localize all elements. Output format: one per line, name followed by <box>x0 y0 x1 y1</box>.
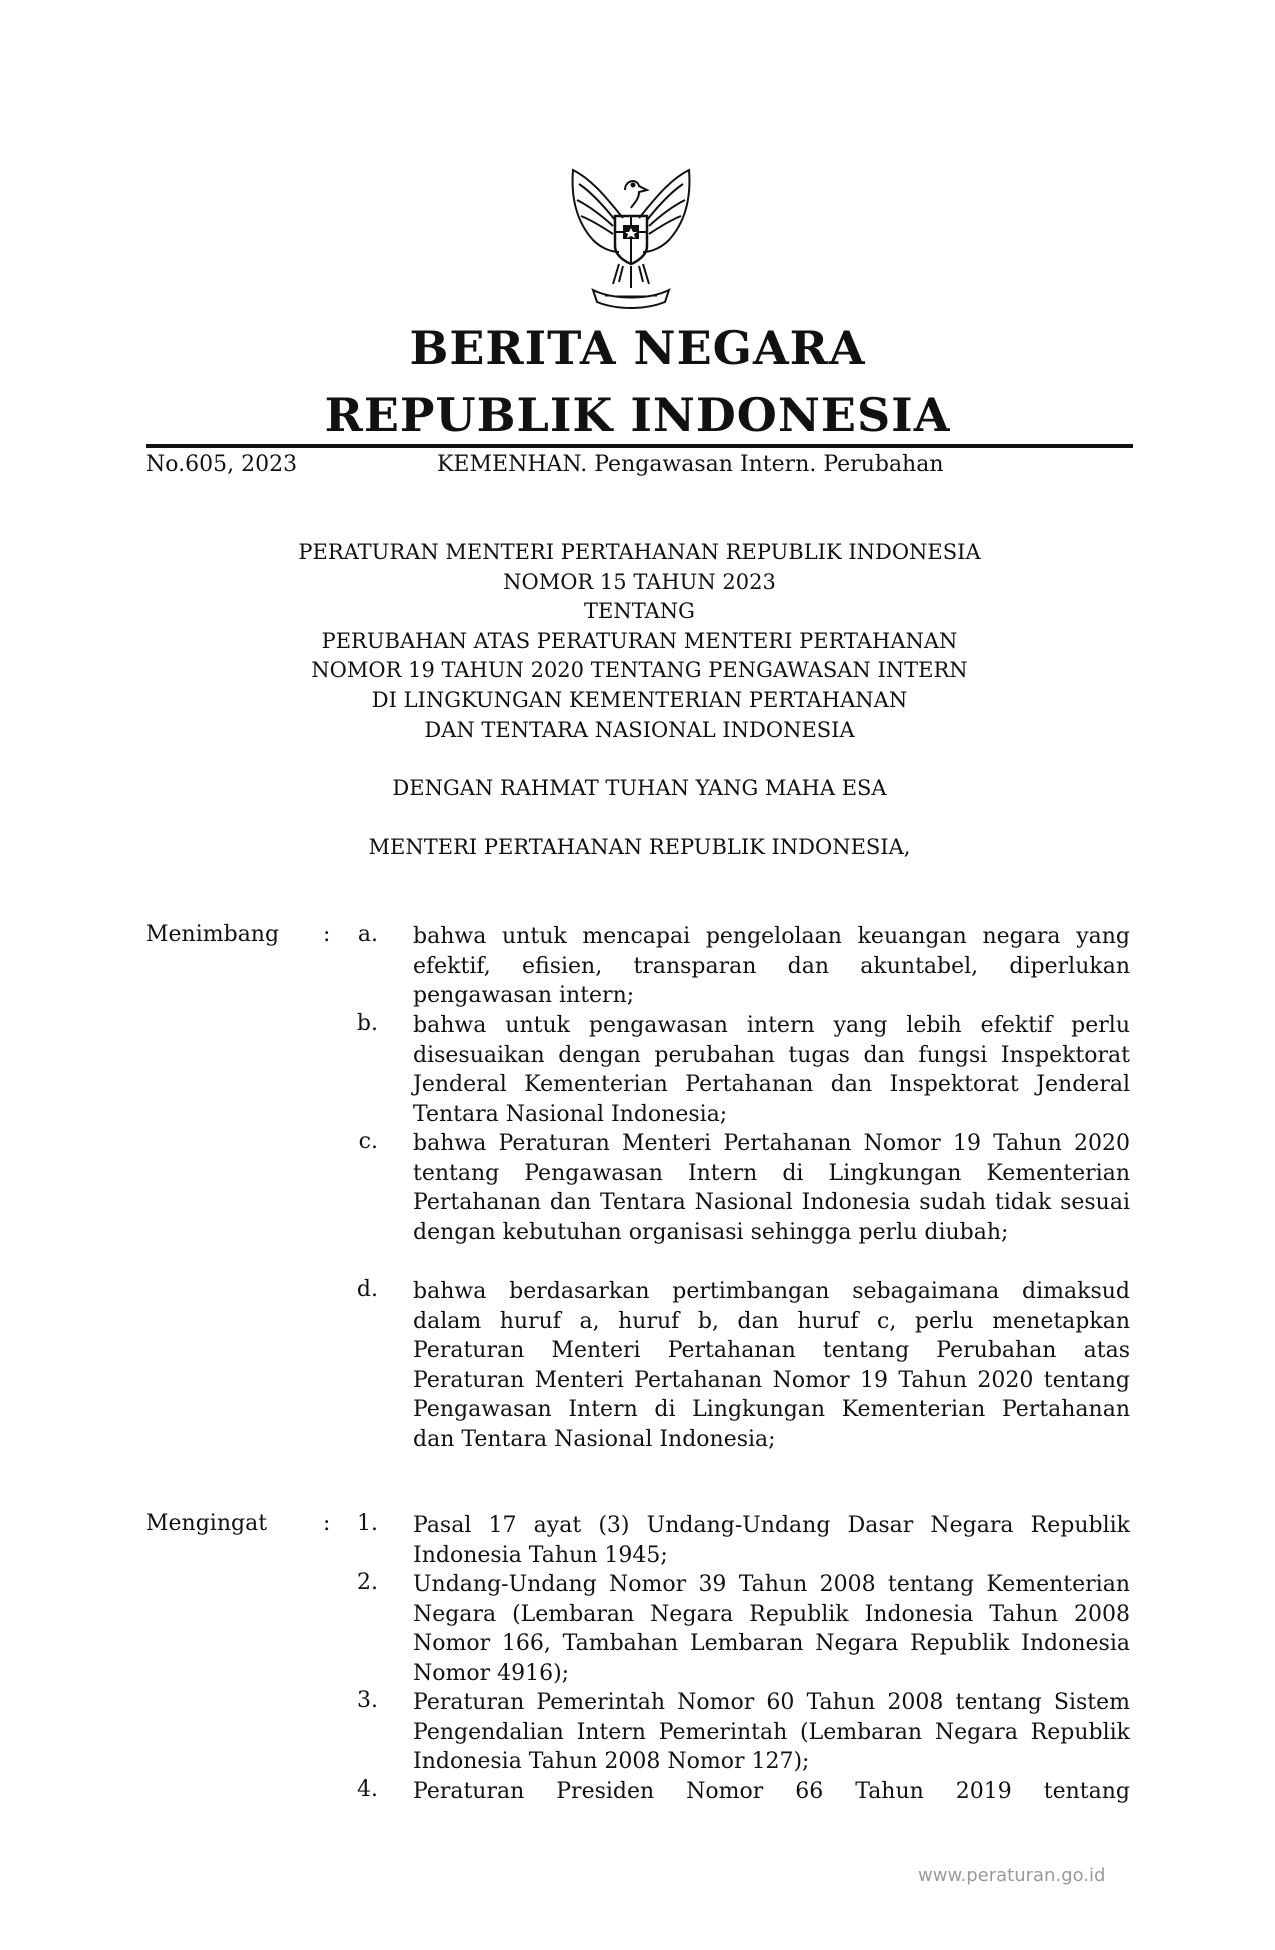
authority-line: MENTERI PERTAHANAN REPUBLIK INDONESIA, <box>368 835 911 859</box>
menimbang-item-b: bahwa untuk pengawasan intern yang lebih efektif perlu disesuaikan dengan perubahan tugas dan fungsi Inspektorat Jenderal Kementerian Pertahanan dan Inspektorat Jenderal Tentara Nasional Indonesia; <box>413 1013 1130 1127</box>
title-line: PERUBAHAN ATAS PERATURAN MENTERI PERTAHANAN <box>321 628 958 653</box>
menimbang-item-a: bahwa untuk mencapai pengelolaan keuangan negara yang efektif, efisien, transparan dan akuntabel, diperlukan pengawasan intern; <box>413 924 1130 1009</box>
title-line: NOMOR 15 TAHUN 2023 <box>503 569 776 594</box>
item-marker: d. <box>356 1277 378 1302</box>
item-marker: 4. <box>357 1777 378 1802</box>
masthead-title-line2: REPUBLIK INDONESIA <box>324 388 951 442</box>
garuda-emblem-icon <box>553 160 709 316</box>
title-line: DI LINGKUNGAN KEMENTERIAN PERTAHANAN <box>371 687 908 712</box>
title-line: DAN TENTARA NASIONAL INDONESIA <box>424 717 855 742</box>
item-marker: 3. <box>357 1688 378 1713</box>
mengingat-item-2: Undang-Undang Nomor 39 Tahun 2008 tentang Kementerian Negara (Lembaran Negara Republik Indonesia Tahun 2008 Nomor 166, Tambahan Lembaran Negara Republik Indonesia Nomor 4916); <box>413 1572 1130 1686</box>
mengingat-item-3: Peraturan Pemerintah Nomor 60 Tahun 2008 tentang Sistem Pengendalian Intern Pemerintah (Lembaran Negara Republik Indonesia Tahun 2008 Nomor 127); <box>413 1690 1130 1775</box>
mengingat-item-4: Peraturan Presiden Nomor 66 Tahun 2019 tentang <box>413 1779 1130 1804</box>
menimbang-colon: : <box>323 922 331 947</box>
item-marker: 1. <box>357 1511 378 1536</box>
menimbang-item-d: bahwa berdasarkan pertimbangan sebagaimana dimaksud dalam huruf a, huruf b, dan huruf c, perlu menetapkan Peraturan Menteri Pertahanan tentang Perubahan atas Peraturan Menteri Pertahanan Nomor 19 Tahun 2020 tentang Pengawasan Intern di Lingkungan Kementerian Pertahanan dan Tentara Nasional Indonesia; <box>413 1279 1130 1452</box>
regulation-title <box>146 538 1133 745</box>
mengingat-colon: : <box>323 1511 331 1536</box>
item-marker: c. <box>358 1129 378 1154</box>
item-marker: a. <box>357 922 378 947</box>
gazette-number: No.605, 2023 <box>146 452 298 477</box>
mengingat-item-1: Pasal 17 ayat (3) Undang-Undang Dasar Negara Republik Indonesia Tahun 1945; <box>413 1513 1130 1568</box>
title-line: PERATURAN MENTERI PERTAHANAN REPUBLIK INDONESIA <box>298 540 981 564</box>
title-line: TENTANG <box>584 599 695 624</box>
masthead-divider <box>146 444 1133 448</box>
mengingat-label: Mengingat <box>146 1511 268 1536</box>
source-url: www.peraturan.go.id <box>918 1865 1106 1886</box>
item-marker: 2. <box>357 1570 378 1595</box>
gazette-subject: KEMENHAN. Pengawasan Intern. Perubahan <box>437 452 944 477</box>
invocation: DENGAN RAHMAT TUHAN YANG MAHA ESA <box>392 776 887 800</box>
item-marker: b. <box>356 1011 378 1036</box>
masthead-title-line1: BERITA NEGARA <box>409 321 866 375</box>
menimbang-label: Menimbang <box>146 922 280 947</box>
menimbang-item-c: bahwa Peraturan Menteri Pertahanan Nomor 19 Tahun 2020 tentang Pengawasan Intern di Lingkungan Kementerian Pertahanan dan Tentara Nasional Indonesia sudah tidak sesuai dengan kebutuhan organisasi sehingga perlu diubah; <box>413 1131 1130 1245</box>
title-line: NOMOR 19 TAHUN 2020 TENTANG PENGAWASAN INTERN <box>311 658 968 683</box>
